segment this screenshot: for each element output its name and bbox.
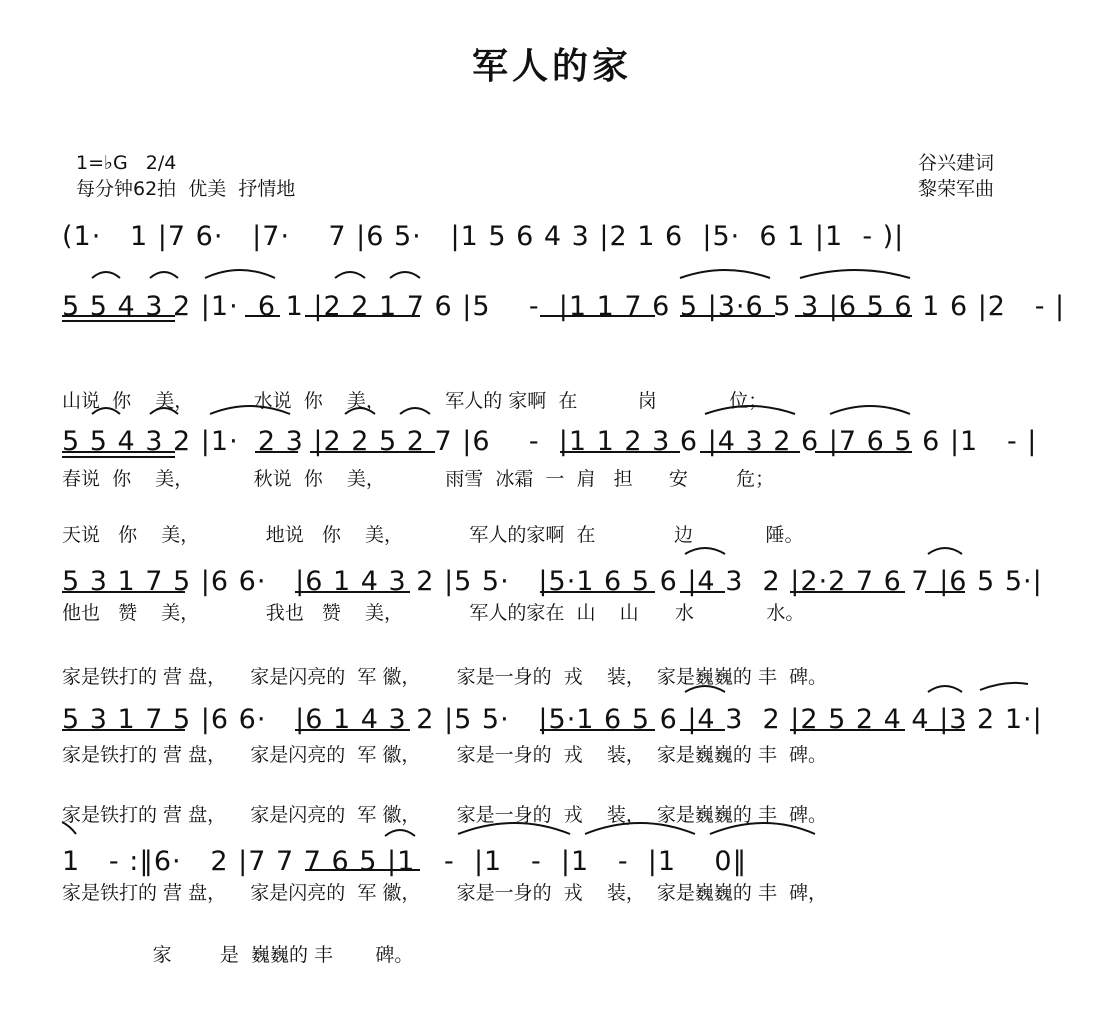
slur-mark [400, 408, 430, 414]
notation-line: 5 5 4 3 2 |1· 6 1 |2 2 1 7 6 |5 - |1 1 7 6 5 |3·6 5 3 |6 5 6 1 6 |2 - | [62, 291, 1066, 322]
key-time-signature: 1=♭G 2/4 [76, 152, 177, 174]
slur-mark [210, 406, 290, 414]
lyric-line: 家是铁打的 营 盘， 家是闪亮的 军 徽， 家是一身的 戎 装， 家是巍巍的 丰 碑， [62, 882, 828, 904]
lyric-line: 家是铁打的 营 盘， 家是闪亮的 军 徽， 家是一身的 戎 装， 家是巍巍的 丰 碑。 [62, 666, 828, 688]
notation-line: (1· 1 |7 6· |7· 7 |6 5· |1 5 6 4 3 |2 1 6 |5· 6 1 |1 - )| [62, 221, 905, 252]
notation-line: 5 3 1 7 5 |6 6· |6 1 4 3 2 |5 5· |5·1 6 5 6 |4 3 2 |2 5 2 4 4 |3 2 1·| [62, 704, 1043, 735]
slur-mark [150, 272, 178, 278]
slur-mark [62, 822, 76, 834]
slur-mark [385, 830, 415, 836]
slur-mark [980, 683, 1028, 690]
notation-line: 5 3 1 7 5 |6 6· |6 1 4 3 2 |5 5· |5·1 6 5 6 |4 3 2 |2·2 7 6 7 |6 5 5·| [62, 566, 1043, 597]
slur-mark [928, 686, 962, 692]
lyric-line: 春说 你 美， 秋说 你 美， 雨雪 冰霜 一 肩 担 安 危； [62, 468, 775, 490]
slur-mark [92, 272, 120, 278]
slur-mark [335, 272, 365, 278]
slur-mark [205, 270, 275, 278]
notation-line: 1 - :‖6· 2 |7 7 7 6 5 |1 - |1 - |1 - |1 0‖ [62, 846, 748, 877]
lyric-line: 他也 赞 美， 我也 赞 美， 军人的家在 山 山 水 水。 [62, 602, 805, 624]
slur-mark [710, 823, 815, 834]
slur-mark [928, 548, 962, 554]
composer-credit: 黎荣军曲 [918, 178, 995, 200]
slur-mark [150, 408, 178, 414]
slur-mark [800, 270, 910, 278]
slur-mark [458, 823, 570, 834]
slur-mark [705, 406, 795, 414]
lyric-line: 家是铁打的 营 盘， 家是闪亮的 军 徽， 家是一身的 戎 装， 家是巍巍的 丰 碑。 [62, 804, 828, 826]
lyric-line: 山说 你 美， 水说 你 美， 军人的 家啊 在 岗 位； [62, 390, 768, 412]
tempo-marking: 每分钟62拍 优美 抒情地 [76, 178, 296, 200]
lyricist-credit: 谷兴建词 [918, 152, 995, 174]
slur-mark [345, 408, 375, 414]
lyric-line: 家是铁打的 营 盘， 家是闪亮的 军 徽， 家是一身的 戎 装， 家是巍巍的 丰 碑。 [62, 744, 828, 766]
slur-mark [390, 272, 420, 278]
lyric-line: 天说 你 美， 地说 你 美， 军人的家啊 在 边 陲。 [62, 524, 804, 546]
slur-mark [830, 406, 910, 414]
slur-mark [680, 270, 770, 278]
song-title: 军人的家 [471, 45, 632, 87]
notation-line: 5 5 4 3 2 |1· 2 3 |2 2 5 2 7 |6 - |1 1 2 3 6 |4 3 2 6 |7 6 5 6 |1 - | [62, 426, 1038, 457]
slur-mark [92, 408, 120, 414]
lyric-line: 家 是 巍巍的 丰 碑。 [62, 944, 414, 966]
slur-mark [685, 548, 725, 554]
slur-mark [685, 686, 725, 692]
slur-mark [585, 823, 695, 834]
